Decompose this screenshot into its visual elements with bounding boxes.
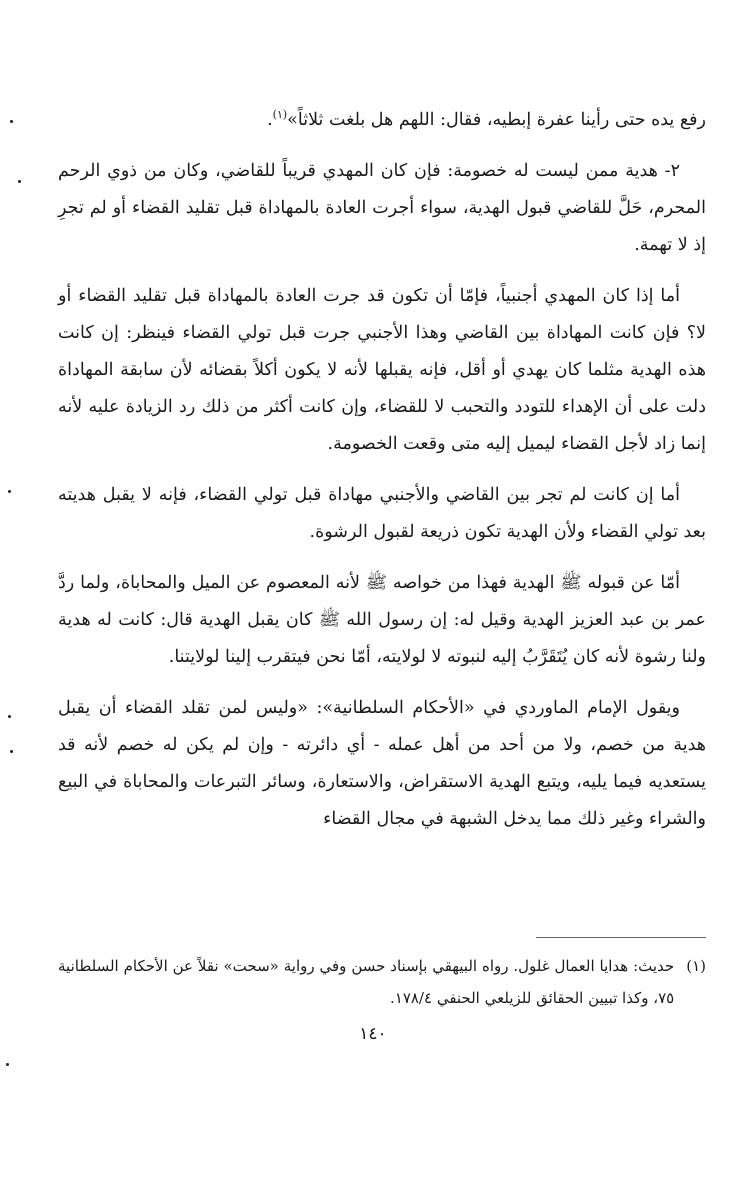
paragraph-1-suffix: .: [267, 110, 273, 130]
footnotes: [58, 950, 706, 1014]
footnote-divider: [536, 937, 706, 938]
footnote-1: [58, 950, 706, 1014]
footnote-text: حديث: هدايا العمال غلول. رواه البيهقي بإسناد حسن وفي رواية «سحت» نقلاً عن الأحكام السلطانية ٧٥، وكذا تبيين الحقائق للزيلعي الحنفي ١٧٨/٤.: [58, 957, 675, 1007]
paragraph-3: أما إذا كان المهدي أجنبياً، فإمّا أن تكون قد جرت العادة بالمهاداة قبل تقليد القضاء أو لا؟ فإن كانت المهاداة بين القاضي وهذا الأجنبي جرت قبل تولي القضاء فينظر: إن كانت هذه الهدية مثلما كان يهدي أو أقل، فإنه يقبلها لأنه لا يكون أكلاً بقضائه لأن سابقة المهاداة دلت على أن الإهداء للتودد والتحبب لا للقضاء، وإن كانت أكثر من ذلك رد الزيادة عليه لأنه إنما زاد لأجل القضاء ليميل إليه متى وقعت الخصومة.: [58, 286, 706, 454]
paragraph-2: ٢- هدية ممن ليست له خصومة: فإن كان المهدي قريباً للقاضي، وكان من ذوي الرحم المحرم، حَلَّ للقاضي قبول الهدية، سواء أجرت العادة بالمهاداة قبل تقليد القضاء أو لم تجرِ إذ لا تهمة.: [58, 161, 706, 255]
scan-speck: [10, 120, 13, 123]
paragraph-5: أمّا عن قبوله ﷺ الهدية فهذا من خواصه ﷺ لأنه المعصوم عن الميل والمحاباة، ولما ردَّ عمر بن عبد العزيز الهدية وقيل له: إن رسول الله ﷺ كان يقبل الهدية قال: كانت له هدية ولنا رشوة لأنه كان يُتَقَرَّبُ إليه لنبوته لا لولايته، أمّا نحن فيتقرب إلينا لولايتنا.: [58, 573, 706, 667]
paragraph-1: [58, 102, 706, 139]
scan-speck: [6, 1063, 9, 1066]
page-body: [58, 102, 706, 852]
scan-speck: [8, 715, 11, 718]
footnote-ref-1: (١): [272, 108, 288, 122]
page-number: ١٤٠: [359, 1024, 387, 1044]
paragraph-6: ويقول الإمام الماوردي في «الأحكام السلطانية»: «وليس لمن تقلد القضاء أن يقبل هدية من خصم، ولا من أحد من أهل عمله - أي دائرته - وإن لم يكن له خصم لأنه قد يستعديه فيما يليه، ويتبع الهدية الاستقراض، والاستعارة، وسائر التبرعات والمحاباة في البيع والشراء وغير ذلك مما يدخل الشبهة في مجال القضاء: [58, 698, 706, 829]
paragraph-1-text: رفع يده حتى رأينا عفرة إبطيه، فقال: اللهم هل بلغت ثلاثاً»: [287, 110, 706, 130]
paragraph-4: أما إن كانت لم تجر بين القاضي والأجنبي مهاداة قبل تولي القضاء، فإنه لا يقبل هديته بعد تولي القضاء ولأن الهدية تكون ذريعة لقبول الرشوة.: [58, 485, 706, 542]
scan-speck: [8, 490, 11, 493]
scan-speck: [10, 750, 13, 753]
footnote-number: (١): [686, 957, 706, 975]
scan-speck: [18, 180, 21, 183]
